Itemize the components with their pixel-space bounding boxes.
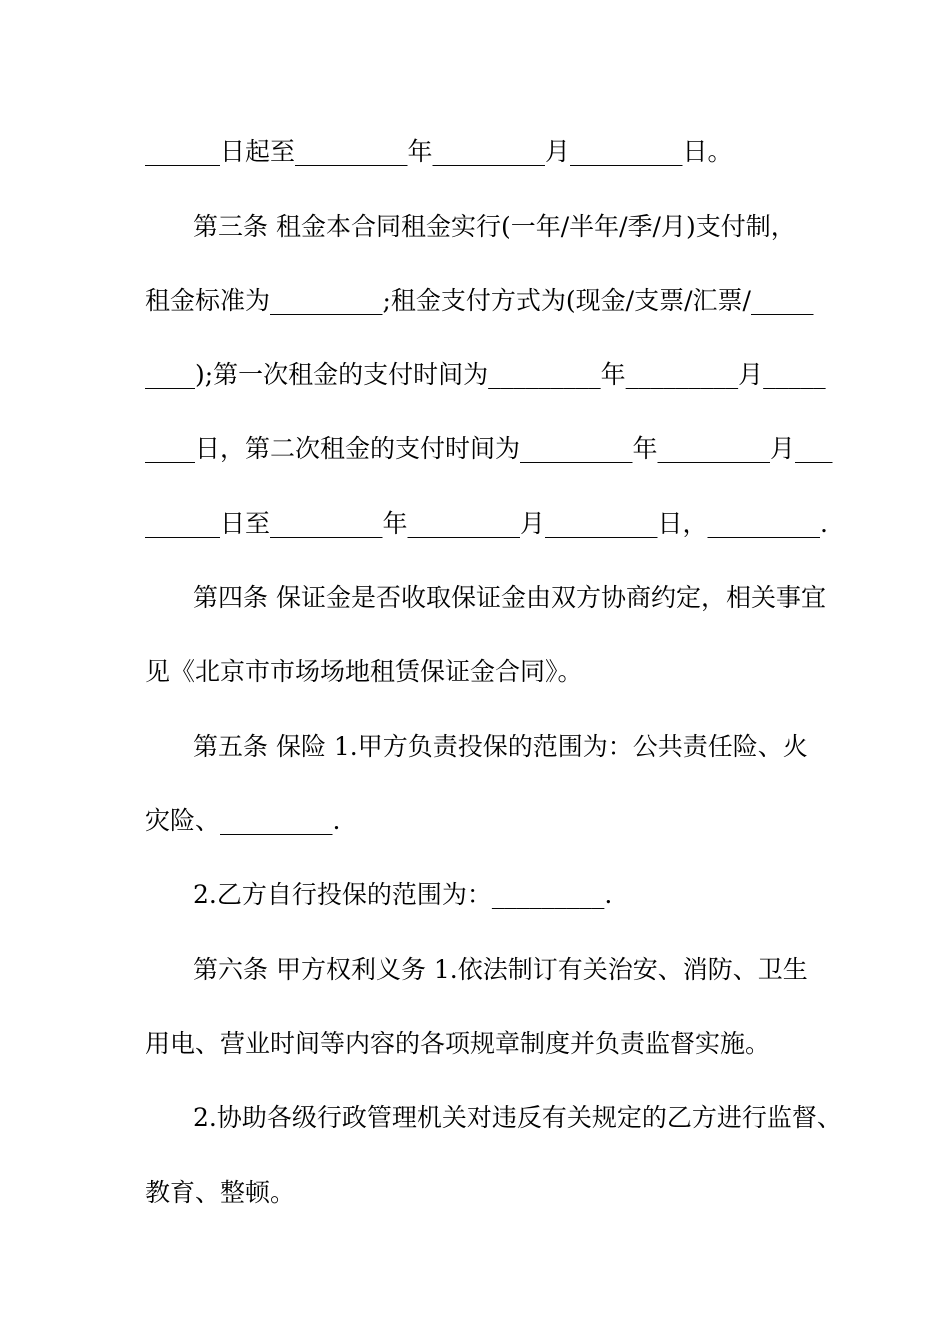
- text-line-13: 用电、营业时间等内容的各项规章制度并负责监督实施。: [145, 1029, 771, 1058]
- article-3-heading-line: 第三条 租金本合同租金实行(一年/半年/季/月)支付制，: [193, 212, 796, 241]
- text-line-8: 见《北京市市场场地租赁保证金合同》。: [145, 657, 583, 686]
- text-line-1: ______日起至_________年_________月_________日。: [145, 137, 733, 166]
- text-line-14: 2.协助各级行政管理机关对违反有关规定的乙方进行监督、: [193, 1103, 842, 1132]
- text-line-10: 灾险、_________.: [145, 806, 341, 835]
- text-line-5: ____日，第二次租金的支付时间为_________年_________月___: [145, 434, 833, 463]
- text-line-11: 2.乙方自行投保的范围为：_________.: [193, 880, 613, 909]
- text-line-15: 教育、整顿。: [145, 1178, 296, 1207]
- text-line-3: 租金标准为_________;租金支付方式为(现金/支票/汇票/_____: [145, 286, 814, 315]
- article-5-heading-line: 第五条 保险 1.甲方负责投保的范围为：公共责任险、火: [193, 732, 808, 761]
- text-line-6: ______日至_________年_________月_________日，_________.: [145, 509, 828, 538]
- article-6-heading-line: 第六条 甲方权利义务 1.依法制订有关治安、消防、卫生: [193, 955, 808, 984]
- text-line-4: ____);第一次租金的支付时间为_________年_________月_____: [145, 360, 826, 389]
- article-4-heading-line: 第四条 保证金是否收取保证金由双方协商约定，相关事宜: [193, 583, 826, 612]
